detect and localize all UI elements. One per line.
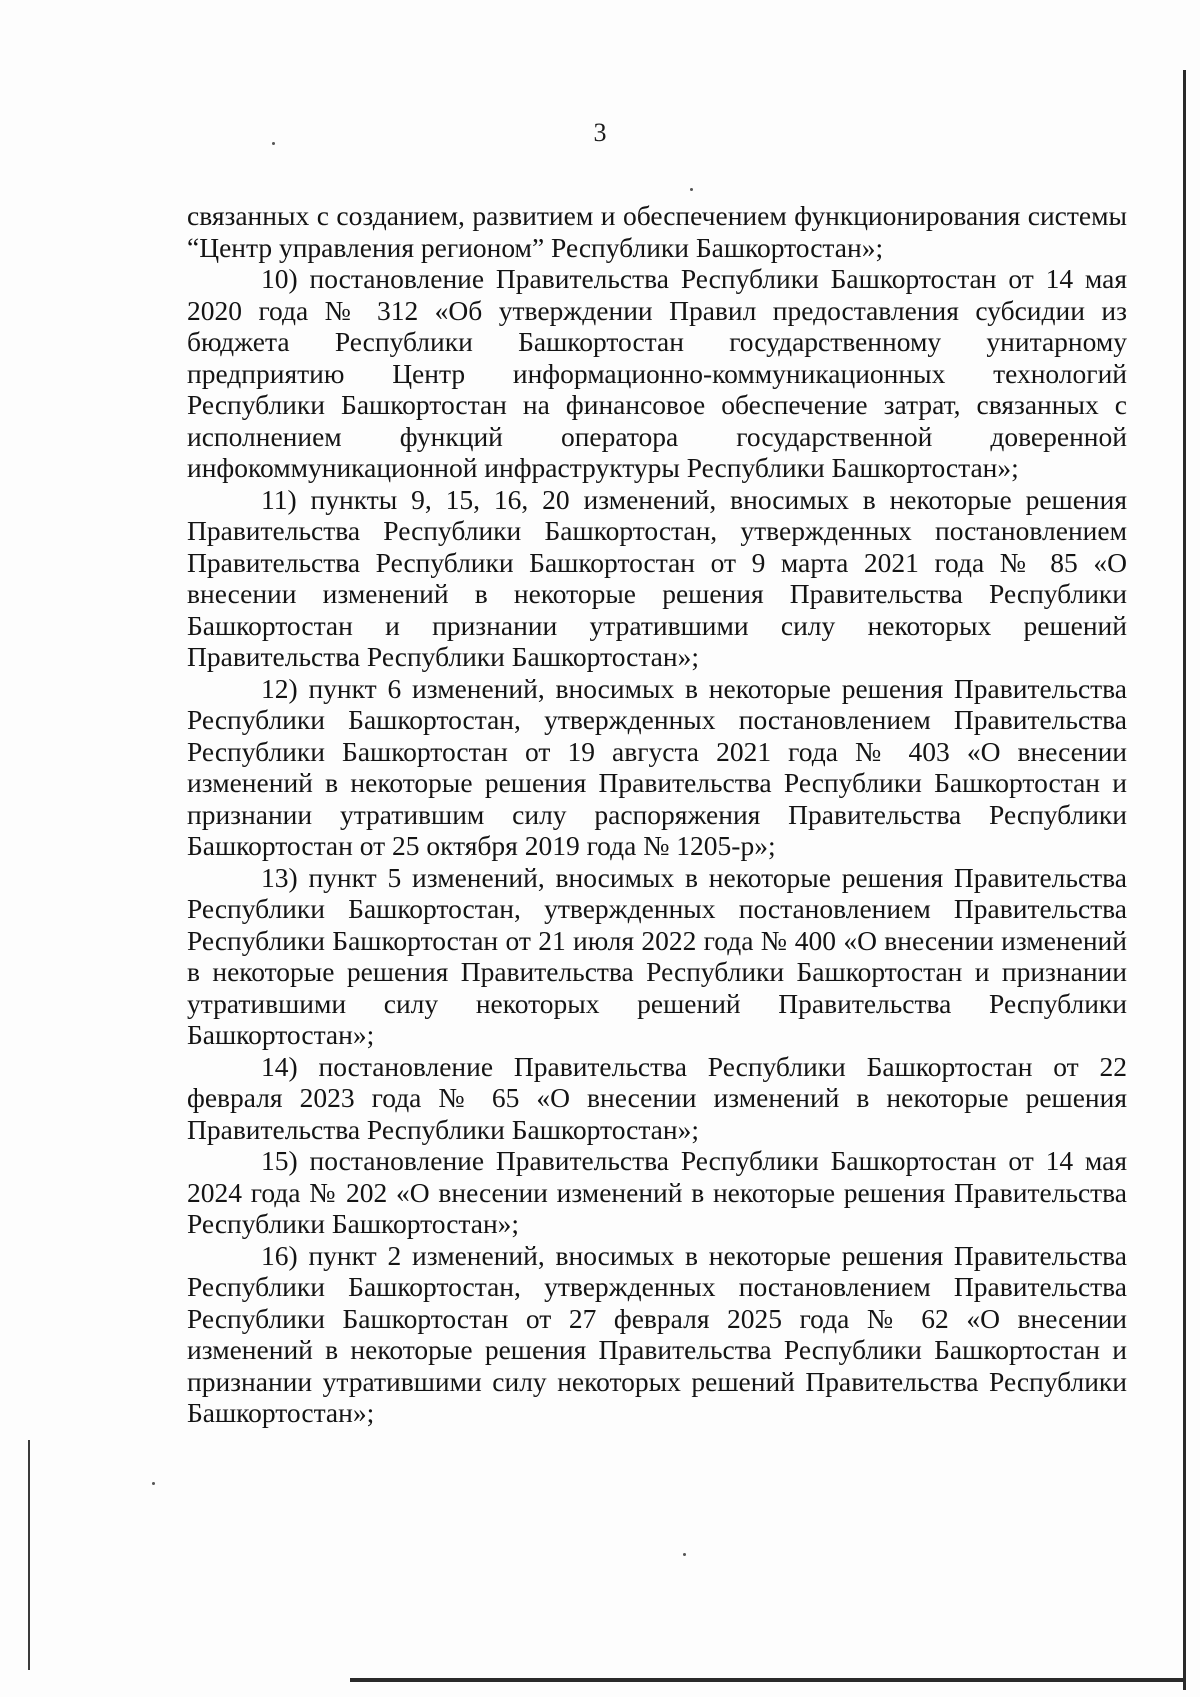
paragraph-continuation: связанных с созданием, развитием и обеспечением функционирования системы “Центр управления регионом” Республики Башкортостан»;	[187, 200, 1127, 263]
document-body	[187, 200, 1127, 1429]
list-item-15: 15) постановление Правительства Республики Башкортостан от 14 мая 2024 года № 202 «О внесении изменений в некоторые решения Правительства Республики Башкортостан»;	[187, 1145, 1127, 1239]
scan-speck	[152, 1482, 155, 1485]
list-item-13: 13) пункт 5 изменений, вносимых в некоторые решения Правительства Республики Башкортостан, утвержденных постановлением Правительства Республики Башкортостан от 21 июля 2022 года № 400 «О внесении изменений в некоторые решения Правительства Республики Башкортостан и признании утратившими силу некоторых решений Правительства Республики Башкортостан»;	[187, 861, 1127, 1050]
scan-edge-bottom	[350, 1678, 1186, 1682]
page-number: 3	[593, 118, 607, 147]
scan-edge-right	[1183, 70, 1186, 1690]
list-item-14: 14) постановление Правительства Республики Башкортостан от 22 февраля 2023 года № 65 «О внесении изменений в некоторые решения Правительства Республики Башкортостан»;	[187, 1050, 1127, 1145]
scan-speck	[683, 1553, 686, 1556]
list-item-11: 11) пункты 9, 15, 16, 20 изменений, вносимых в некоторые решения Правительства Республики Башкортостан, утвержденных постановлением Правительства Республики Башкортостан от 9 марта 2021 года № 85 «О внесении изменений в некоторые решения Правительства Республики Башкортостан и признании утратившими силу некоторых решений Правительства Республики Башкортостан»;	[187, 483, 1127, 672]
list-item-10: 10) постановление Правительства Республики Башкортостан от 14 мая 2020 года № 312 «Об утверждении Правил предоставления субсидии из бюджета Республики Башкортостан государственному унитарному предприятию Центр информационно-коммуникационных технологий Республики Башкортостан на финансовое обеспечение затрат, связанных с исполнением функций оператора государственной доверенной инфокоммуникационной инфраструктуры Республики Башкортостан»;	[187, 263, 1127, 483]
list-item-16: 16) пункт 2 изменений, вносимых в некоторые решения Правительства Республики Башкортостан, утвержденных постановлением Правительства Республики Башкортостан от 27 февраля 2025 года № 62 «О внесении изменений в некоторые решения Правительства Республики Башкортостан и признании утратившими силу некоторых решений Правительства Республики Башкортостан»;	[187, 1239, 1127, 1428]
list-item-12: 12) пункт 6 изменений, вносимых в некоторые решения Правительства Республики Башкортостан, утвержденных постановлением Правительства Республики Башкортостан от 19 августа 2021 года № 403 «О внесении изменений в некоторые решения Правительства Республики Башкортостан и признании утратившим силу распоряжения Правительства Республики Башкортостан от 25 октября 2019 года № 1205-р»;	[187, 672, 1127, 861]
scan-speck	[690, 188, 693, 191]
scan-edge-left	[28, 1440, 30, 1670]
